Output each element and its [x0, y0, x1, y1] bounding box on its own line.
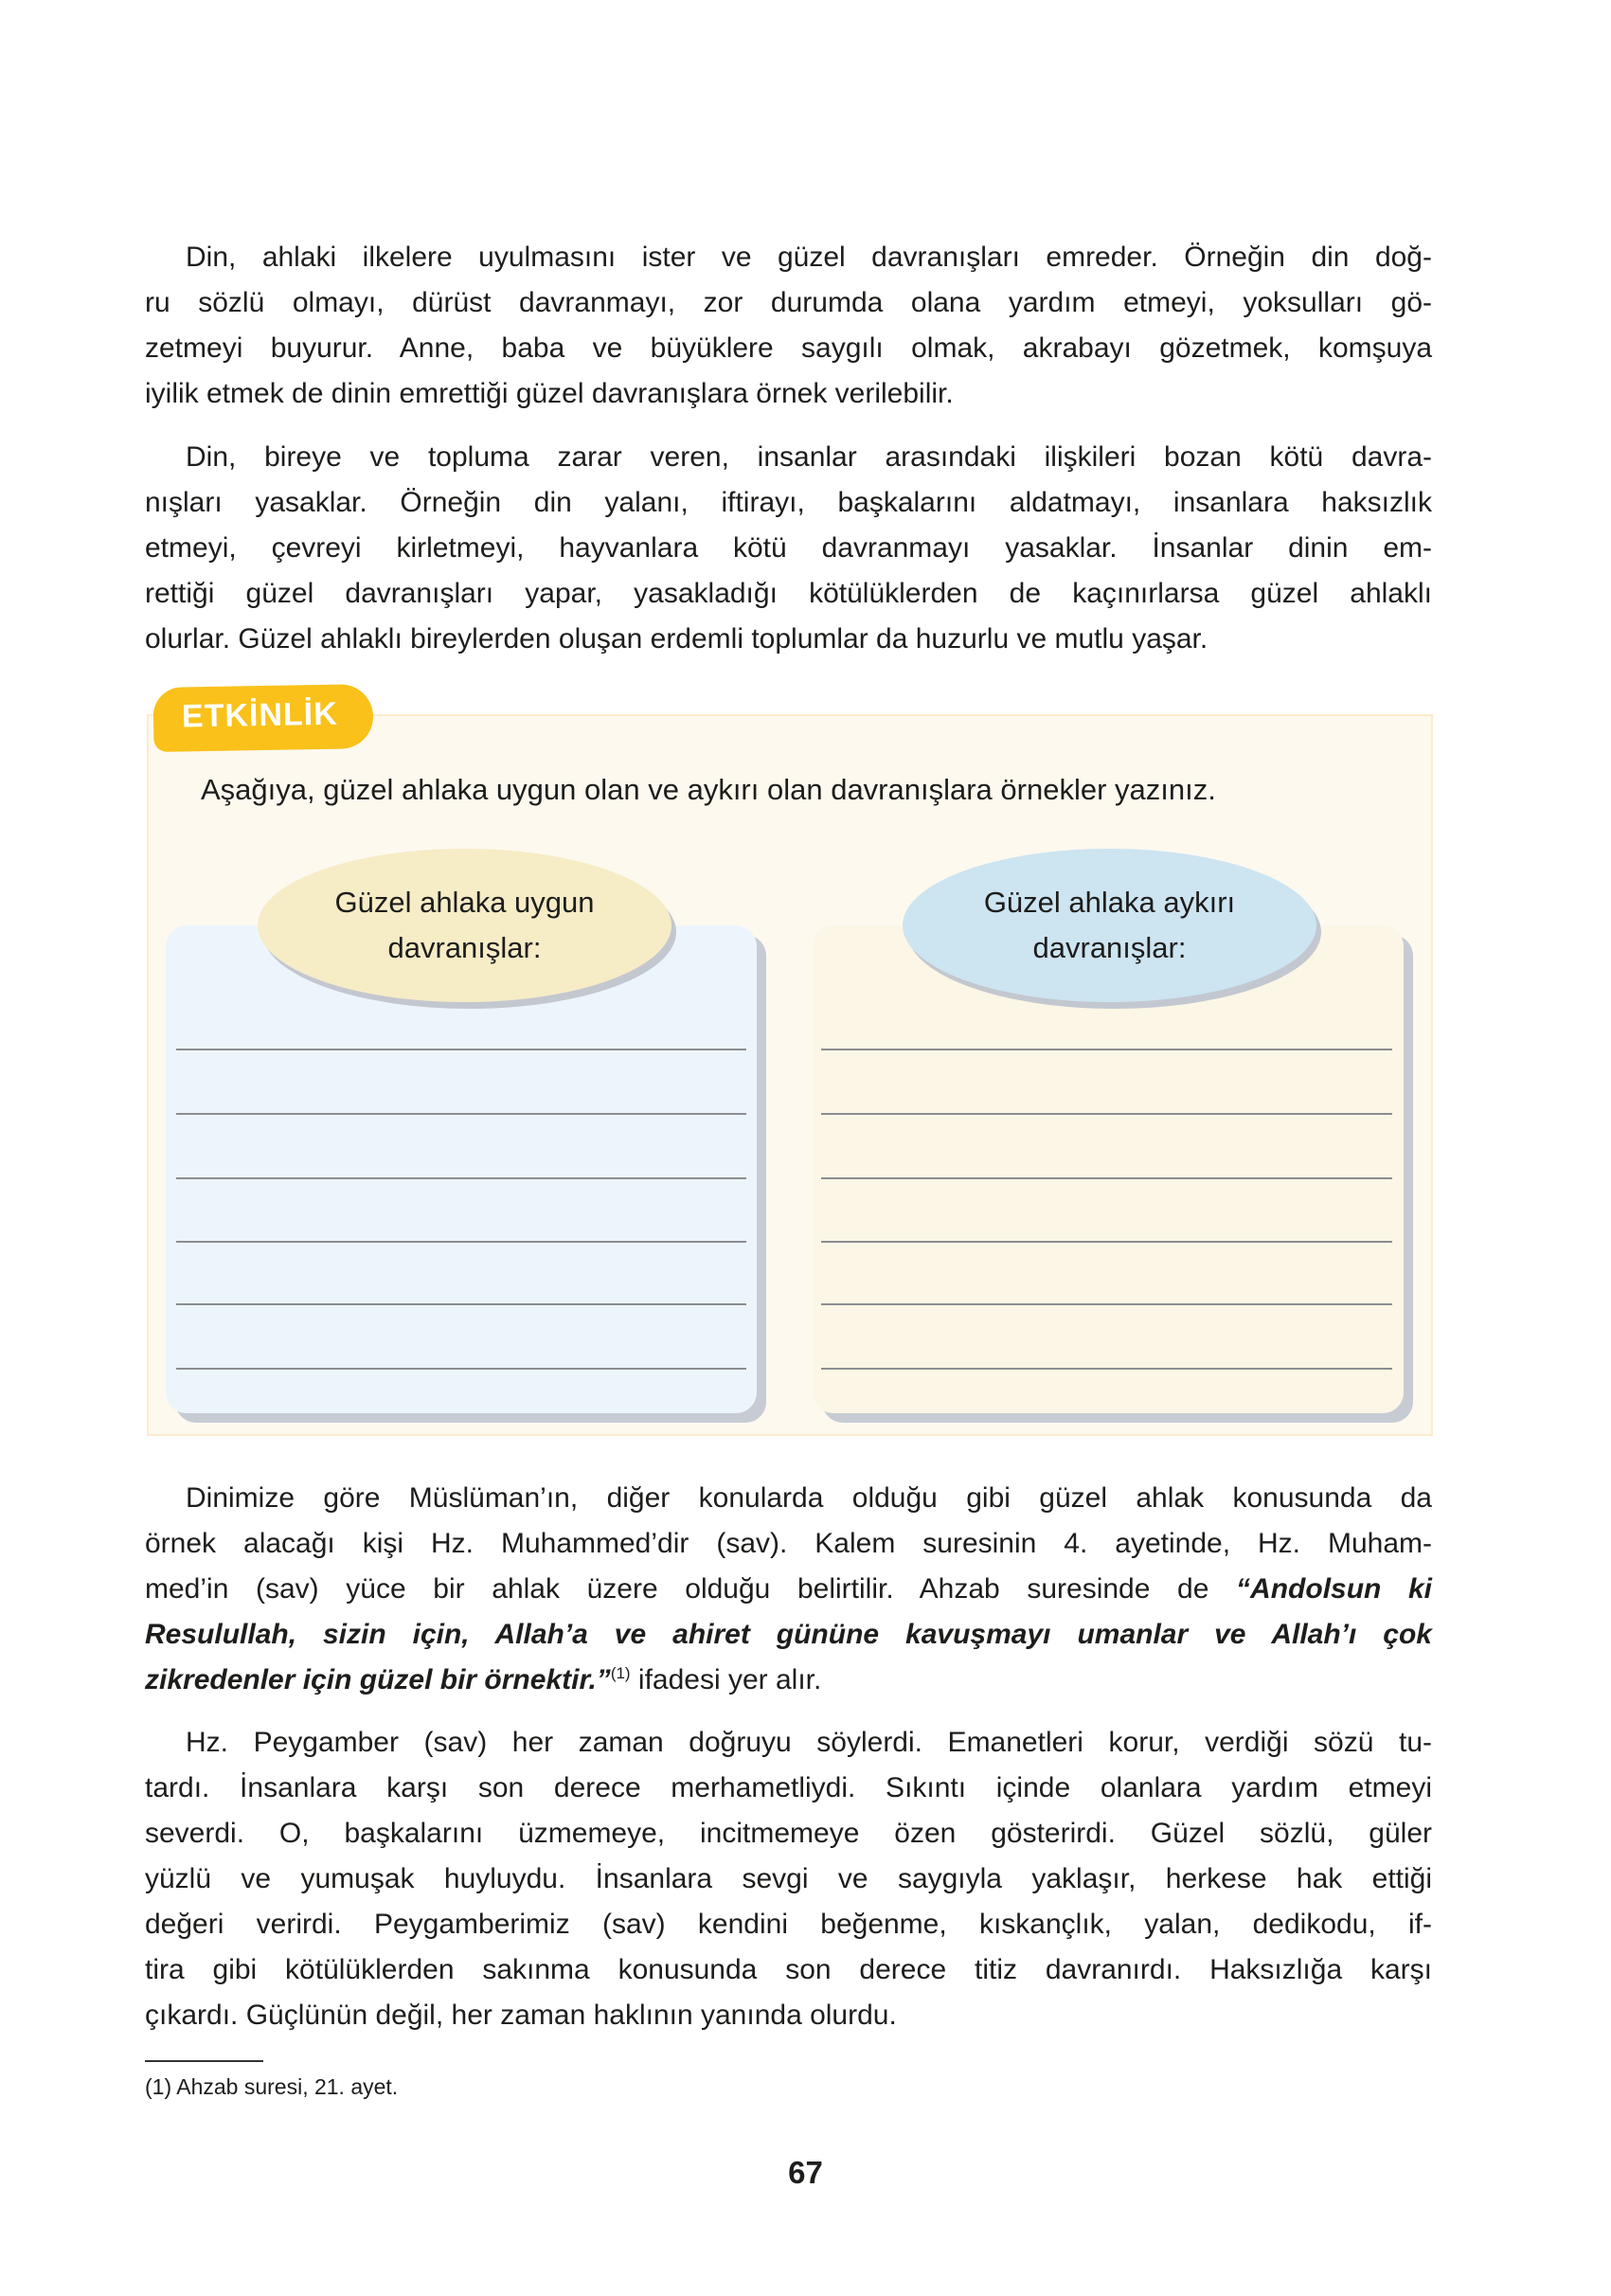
activity-instruction: Aşağıya, güzel ahlaka uygun olan ve aykırı olan davranışlara örnekler yazınız. — [201, 773, 1216, 806]
text-segment: ru sözlü olmayı, dürüst davranmayı, zor durumda olana yardım etmeyi, yoksulları gö- — [145, 287, 1432, 318]
text-line — [145, 1567, 1432, 1612]
writing-line — [176, 1303, 746, 1305]
writing-line — [176, 1113, 746, 1115]
heading-appropriate-behaviors — [258, 849, 671, 1002]
text-segment: severdi. O, başkalarını üzmemeye, incitmemeye özen gösterirdi. Güzel sözlü, güler — [145, 1818, 1432, 1849]
text-line — [145, 1766, 1432, 1811]
writing-line — [821, 1303, 1392, 1305]
writing-line — [176, 1241, 746, 1243]
text-segment: ifadesi yer alır. — [630, 1664, 822, 1695]
text-segment: iyilik etmek de dinin emrettiği güzel davranışlara örnek verilebilir. — [145, 378, 954, 409]
text-line — [145, 235, 1432, 280]
text-segment: Din, ahlaki ilkelere uyulmasını ister ve güzel davranışları emreder. Örneğin din doğ- — [186, 242, 1432, 273]
text-line — [145, 617, 1432, 662]
text-line — [145, 1612, 1432, 1658]
footnote-divider — [145, 2060, 263, 2062]
paragraph-2 — [145, 435, 1432, 662]
text-segment: med’in (sav) yüce bir ahlak üzere olduğu belirtilir. Ahzab suresinde de — [145, 1573, 1237, 1605]
text-line — [145, 326, 1432, 371]
heading-line: davranışlar: — [387, 931, 542, 964]
text-segment: çıkardı. Güçlünün değil, her zaman haklının yanında olurdu. — [145, 2000, 897, 2031]
text-segment: değeri verirdi. Peygamberimiz (sav) kendini beğenme, kıskançlık, yalan, dedikodu, if- — [145, 1909, 1432, 1940]
text-line — [145, 371, 1432, 417]
heading-line: Güzel ahlaka uygun — [334, 886, 595, 919]
page-number: 67 — [788, 2155, 823, 2190]
text-line — [145, 1811, 1432, 1857]
text-segment: Resulullah, sizin için, Allah’a ve ahiret gününe kavuşmayı umanlar ve Allah’ı çok — [145, 1619, 1432, 1650]
text-segment: yüzlü ve yumuşak huyluydu. İnsanlara sevgi ve saygıyla yaklaşır, herkese hak ettiği — [145, 1863, 1432, 1894]
paragraph-3 — [145, 1476, 1432, 1703]
text-segment: rettiği güzel davranışları yapar, yasakladığı kötülüklerden de kaçınırlarsa güzel ahlaklı — [145, 578, 1432, 609]
paragraph-1 — [145, 235, 1432, 417]
writing-line — [176, 1049, 746, 1050]
text-line — [145, 1857, 1432, 1902]
text-line — [145, 1521, 1432, 1567]
text-line — [145, 1902, 1432, 1947]
activity-label-text: ETKİNLİK — [181, 695, 339, 735]
writing-line — [821, 1113, 1392, 1115]
heading-inappropriate-behaviors — [903, 849, 1316, 1002]
text-segment: tira gibi kötülüklerden sakınma konusunda son derece titiz davranırdı. Haksızlığa karşı — [145, 1954, 1432, 1985]
text-segment: zetmeyi buyurur. Anne, baba ve büyüklere saygılı olmak, akrabayı gözetmek, komşuya — [145, 332, 1432, 364]
text-segment: tardı. İnsanlara karşı son derece merhametliydi. Sıkıntı içinde olanlara yardım etmeyi — [145, 1772, 1432, 1803]
text-line — [145, 1720, 1432, 1766]
text-line — [145, 480, 1432, 526]
text-line — [145, 571, 1432, 617]
writing-line — [821, 1368, 1392, 1370]
text-segment: “Andolsun ki — [1236, 1573, 1433, 1605]
text-line — [145, 1993, 1432, 2038]
text-line — [145, 280, 1432, 326]
text-segment: nışları yasaklar. Örneğin din yalanı, iftirayı, başkalarını aldatmayı, insanlara haksızlık — [145, 487, 1432, 518]
activity-label — [152, 684, 373, 752]
text-line — [145, 435, 1432, 480]
paragraph-4 — [145, 1720, 1432, 2038]
text-line — [145, 1476, 1432, 1521]
text-line — [145, 1947, 1432, 1993]
text-segment: zikredenler için güzel bir örnektir.” — [145, 1664, 611, 1695]
writing-line — [821, 1049, 1392, 1050]
footnote-ref: (1) — [610, 1664, 631, 1682]
writing-line — [176, 1368, 746, 1370]
heading-line: davranışlar: — [1032, 931, 1187, 964]
writing-line — [176, 1177, 746, 1179]
footnote: (1) Ahzab suresi, 21. ayet. — [145, 2074, 399, 2099]
writing-line — [821, 1241, 1392, 1243]
text-line — [145, 526, 1432, 571]
heading-line: Güzel ahlaka aykırı — [983, 886, 1236, 919]
text-segment: Hz. Peygamber (sav) her zaman doğruyu söylerdi. Emanetleri korur, verdiği sözü tu- — [186, 1727, 1432, 1758]
text-segment: Din, bireye ve topluma zarar veren, insanlar arasındaki ilişkileri bozan kötü davra- — [186, 441, 1432, 473]
writing-line — [821, 1177, 1392, 1179]
text-segment: örnek alacağı kişi Hz. Muhammed’dir (sav). Kalem suresinin 4. ayetinde, Hz. Muham- — [145, 1528, 1432, 1559]
text-segment: Dinimize göre Müslüman’ın, diğer konularda olduğu gibi güzel ahlak konusunda da — [186, 1482, 1432, 1514]
text-line — [145, 1658, 1432, 1703]
text-segment: etmeyi, çevreyi kirletmeyi, hayvanlara kötü davranmayı yasaklar. İnsanlar dinin em- — [145, 532, 1432, 564]
text-segment: olurlar. Güzel ahlaklı bireylerden oluşan erdemli toplumlar da huzurlu ve mutlu yaşar. — [145, 623, 1208, 655]
